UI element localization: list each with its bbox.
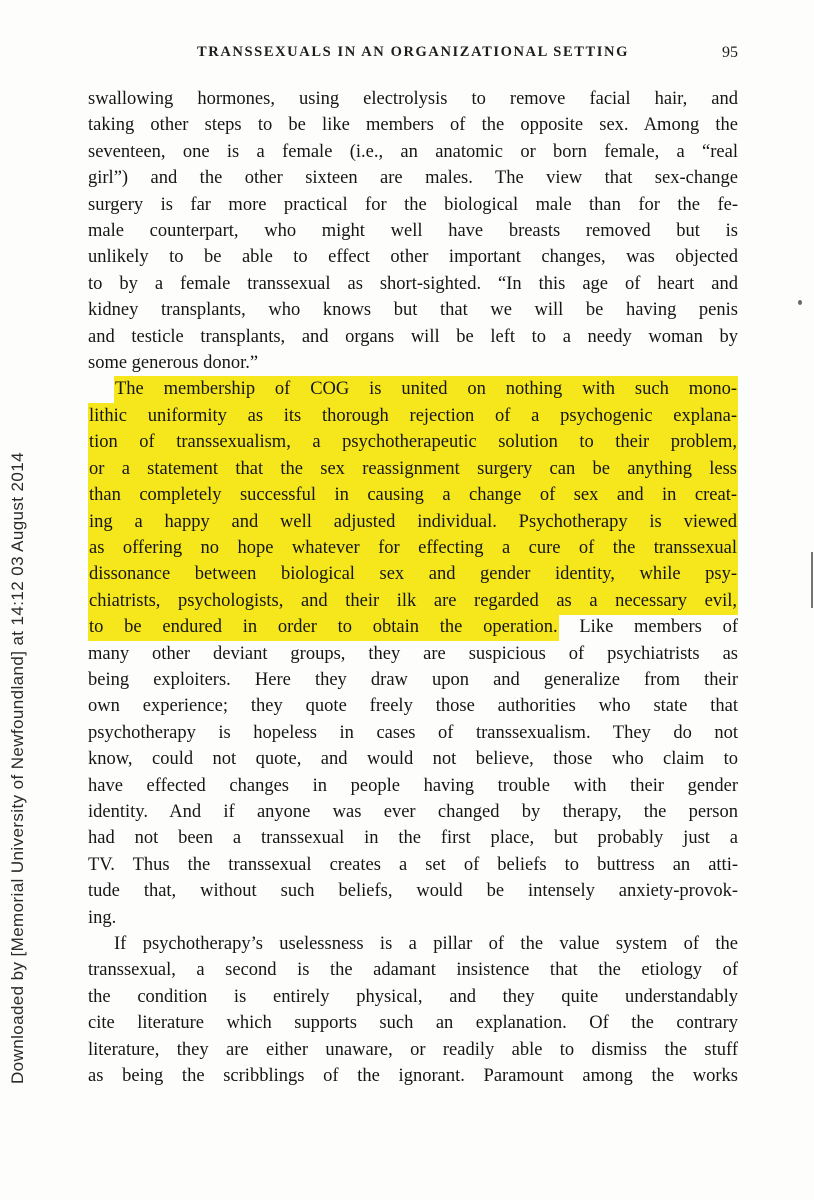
body-text: Like members of [558, 617, 739, 638]
text-line [88, 456, 738, 482]
body-text: cite literature which supports such an explanation. Of the contrary [88, 1013, 738, 1034]
text-line [88, 931, 738, 957]
text-line [88, 535, 738, 561]
text-line [88, 482, 738, 508]
page-number: 95 [722, 44, 738, 61]
text-line [88, 509, 738, 535]
body-text: own experience; they quote freely those authorities who state that [88, 696, 738, 717]
paragraph [88, 931, 738, 1089]
text-line [88, 1037, 738, 1063]
text-line [88, 693, 738, 719]
body-text: being exploiters. Here they draw upon and generalize from their [88, 669, 738, 690]
highlighted-text: lithic uniformity as its thorough rejection of a psychogenic explana- [88, 403, 738, 430]
text-line [88, 271, 738, 297]
text-line [88, 720, 738, 746]
body-text: many other deviant groups, they are suspicious of psychiatrists as [88, 643, 738, 664]
body-text: transsexual, a second is the adamant insistence that the etiology of [88, 960, 738, 981]
running-header-title: TRANSSEXUALS IN AN ORGANIZATIONAL SETTING [197, 44, 629, 60]
body-text: male counterpart, who might well have breasts removed but is [88, 221, 738, 242]
text-line [88, 324, 738, 350]
text-line [88, 799, 738, 825]
body-text: ing. [88, 907, 117, 928]
text-line [88, 244, 738, 270]
body-text: swallowing hormones, using electrolysis to remove facial hair, and [88, 89, 738, 109]
body-text: TV. Thus the transsexual creates a set of beliefs to buttress an atti- [88, 854, 738, 875]
text-line [88, 905, 738, 931]
text-line [88, 667, 738, 693]
download-watermark: Downloaded by [Memorial University of Newfoundland] at 14:12 03 August 2014 [8, 452, 27, 1084]
text-line [88, 1063, 738, 1089]
highlighted-text: to be endured in order to obtain the operation. [88, 614, 559, 641]
text-line [88, 878, 738, 904]
text-line [88, 588, 738, 614]
text-line [88, 165, 738, 191]
body-text: girl”) and the other sixteen are males. The view that sex-change [88, 168, 738, 189]
body-text: know, could not quote, and would not believe, those who claim to [88, 749, 738, 770]
text-line [88, 429, 738, 455]
body-text: tude that, without such beliefs, would be intensely anxiety-provok- [88, 881, 738, 902]
text-line [88, 376, 738, 402]
text-line [88, 957, 738, 983]
text-line [88, 852, 738, 878]
highlighted-text: ing a happy and well adjusted individual. Psychotherapy is viewed [88, 509, 738, 536]
body-text: surgery is far more practical for the biological male than for the fe- [88, 194, 738, 215]
highlighted-text: dissonance between biological sex and gender identity, while psy- [88, 561, 738, 588]
text-line [88, 825, 738, 851]
scan-artifact-line [811, 552, 813, 608]
body-text: If psychotherapy’s uselessness is a pillar of the value system of the [114, 934, 738, 954]
text-line [88, 86, 738, 112]
body-text: had not been a transsexual in the first place, but probably just a [88, 828, 738, 849]
text-line [88, 139, 738, 165]
running-header [88, 44, 738, 66]
body-text: kidney transplants, who knows but that we will be having penis [88, 300, 738, 321]
paragraph [88, 86, 738, 376]
body-text: have effected changes in people having trouble with their gender [88, 775, 738, 796]
text-line [88, 297, 738, 323]
body-text: and testicle transplants, and organs will be left to a needy woman by [88, 326, 738, 347]
text-line [88, 112, 738, 138]
page-body [88, 86, 738, 1089]
body-text: as being the scribblings of the ignorant. Paramount among the works [88, 1066, 738, 1087]
paragraph [88, 376, 738, 931]
body-text: literature, they are either unaware, or readily able to dismiss the stuff [88, 1039, 738, 1060]
text-line [88, 218, 738, 244]
body-text: psychotherapy is hopeless in cases of transsexualism. They do not [88, 722, 738, 743]
body-text: the condition is entirely physical, and they quite understandably [88, 986, 738, 1007]
highlighted-text: or a statement that the sex reassignment surgery can be anything less [88, 456, 738, 483]
text-line [88, 192, 738, 218]
body-text: some generous donor.” [88, 353, 259, 374]
text-line [88, 561, 738, 587]
highlighted-text: chiatrists, psychologists, and their ilk are regarded as a necessary evil, [88, 588, 738, 615]
body-text: unlikely to be able to effect other important changes, was objected [88, 247, 738, 268]
text-line [88, 746, 738, 772]
highlighted-text: than completely successful in causing a change of sex and in creat- [88, 482, 738, 509]
text-line [88, 614, 738, 640]
body-text: identity. And if anyone was ever changed by therapy, the person [88, 801, 738, 822]
body-text: to by a female transsexual as short-sighted. “In this age of heart and [88, 273, 738, 294]
text-line [88, 984, 738, 1010]
text-line [88, 773, 738, 799]
scan-artifact-dot [798, 300, 802, 305]
text-line [88, 350, 738, 376]
body-text: taking other steps to be like members of the opposite sex. Among the [88, 115, 738, 136]
body-text: seventeen, one is a female (i.e., an anatomic or born female, a “real [88, 141, 738, 162]
text-line [88, 641, 738, 667]
text-line [88, 1010, 738, 1036]
highlighted-text: tion of transsexualism, a psychotherapeutic solution to their problem, [88, 429, 738, 456]
highlighted-text: The membership of COG is united on nothing with such mono- [114, 376, 738, 403]
text-line [88, 403, 738, 429]
highlighted-text: as offering no hope whatever for effecting a cure of the transsexual [88, 535, 738, 562]
